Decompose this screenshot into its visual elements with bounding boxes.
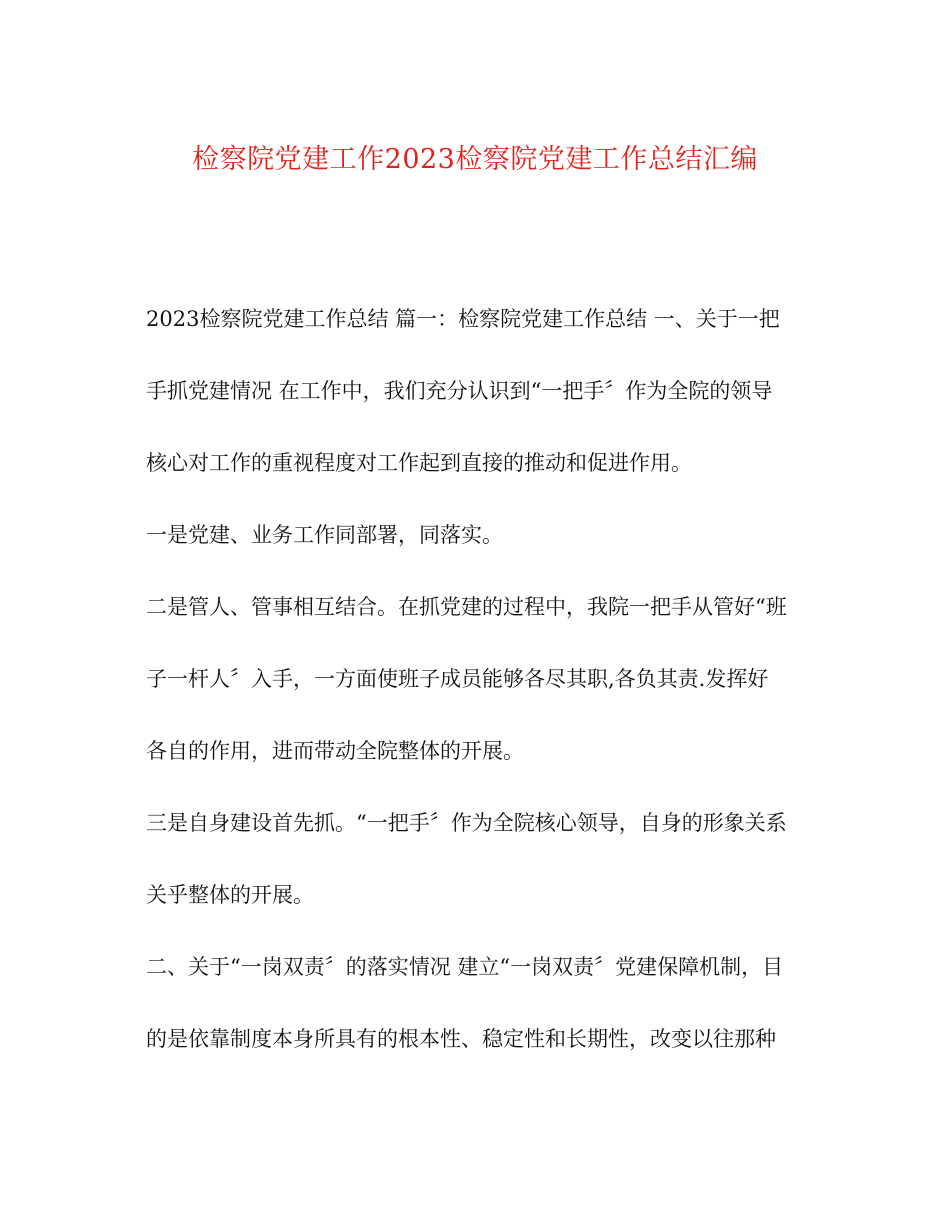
paragraph-line-8: 三是自身建设首先抓。“一把手〞作为全院核心领导，自身的形象关系 xyxy=(146,811,787,835)
paragraph-line-1: 2023检察院党建工作总结 篇一：检察院党建工作总结 一、关于一把 xyxy=(146,307,780,331)
paragraph-line-7: 各自的作用，进而带动全院整体的开展。 xyxy=(146,739,524,763)
paragraph-line-3: 核心对工作的重视程度对工作起到直接的推动和促进作用。 xyxy=(146,451,692,475)
document-title: 检察院党建工作2023检察院党建工作总结汇编 xyxy=(192,144,758,175)
paragraph-line-4: 一是党建、业务工作同部署，同落实。 xyxy=(146,523,503,547)
paragraph-line-11: 的是依靠制度本身所具有的根本性、稳定性和长期性，改变以往那种 xyxy=(146,1027,776,1051)
paragraph-line-6: 子一杆人〞入手，一方面使班子成员能够各尽其职,各负其责.发挥好 xyxy=(146,667,769,691)
paragraph-line-5: 二是管人、管事相互结合。在抓党建的过程中，我院一把手从管好“班 xyxy=(146,595,787,619)
paragraph-line-2: 手抓党建情况 在工作中，我们充分认识到“一把手〞作为全院的领导 xyxy=(146,379,773,403)
paragraph-line-10: 二、关于“一岗双责〞的落实情况 建立“一岗双责〞党建保障机制，目 xyxy=(146,955,784,979)
paragraph-line-9: 关乎整体的开展。 xyxy=(146,883,314,907)
